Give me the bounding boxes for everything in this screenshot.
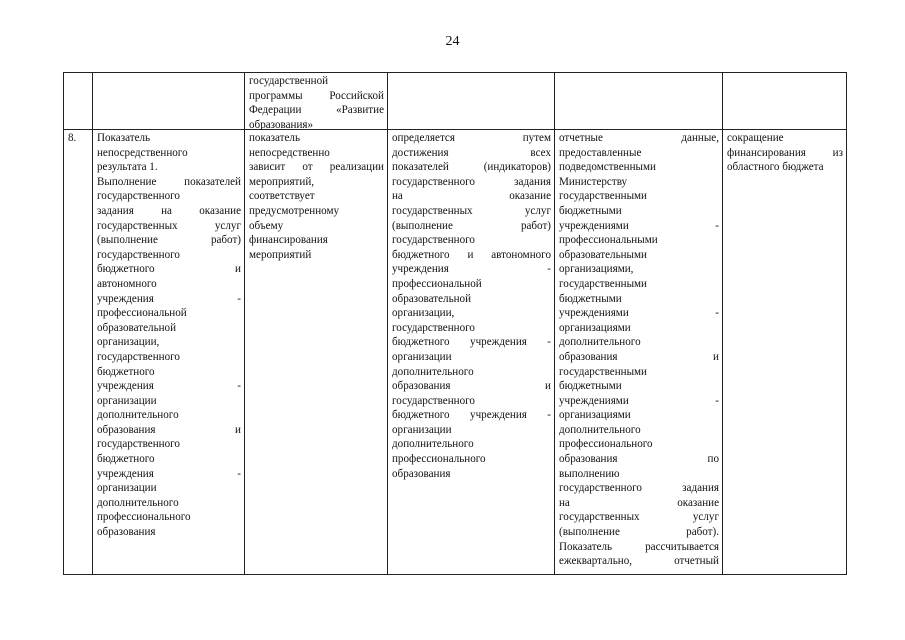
text-line: организации [392, 350, 452, 363]
cell-relation [245, 73, 388, 130]
text-line: организациями [559, 409, 631, 422]
cell-calculation-method [388, 73, 555, 130]
text-line: организации, [392, 307, 455, 320]
text-line: государственного задания [392, 175, 551, 188]
text-line: подведомственными [559, 161, 656, 174]
cell-data-source [555, 73, 723, 130]
text-line: Выполнение показателей [97, 175, 241, 188]
text-line: образования [97, 526, 156, 539]
text-line: учреждения - [97, 292, 241, 305]
text-line: бюджетного [97, 453, 155, 466]
text-line: образования по [559, 453, 719, 466]
text-line: государственных услуг [392, 204, 551, 217]
text-line: государственными [559, 365, 647, 378]
text-line: государственного [97, 190, 180, 203]
text-line: профессионального [559, 438, 653, 451]
text-line: результата 1. [97, 161, 158, 174]
text-line: образовательной [392, 292, 472, 305]
text-line: Федерации «Развитие [249, 104, 384, 117]
text-line: автономного [97, 277, 157, 290]
text-line: образования [392, 467, 451, 480]
text-line: бюджетного учреждения - [392, 409, 551, 422]
text-line: (выполнение работ). [559, 526, 719, 539]
cell-calculation-method [388, 130, 555, 575]
text-line: государственного [392, 394, 475, 407]
page-number: 24 [445, 34, 460, 49]
table-row-continuation [64, 73, 847, 130]
text-line: образования и [97, 423, 241, 436]
text-line: (выполнение работ) [97, 234, 241, 247]
text-line: бюджетного и [97, 263, 241, 276]
text-line: учреждения - [97, 467, 241, 480]
text-line: образования и [392, 380, 551, 393]
cell-risk [723, 130, 847, 575]
text-line: бюджетными [559, 380, 622, 393]
text-line: учреждения - [97, 380, 241, 393]
text-line: финансирования из [727, 146, 843, 159]
text-line: государственных услуг [97, 219, 241, 232]
text-line: профессионального [392, 453, 486, 466]
text-line: (выполнение работ) [392, 219, 551, 232]
table-row-8 [64, 130, 847, 575]
cell-number [64, 130, 93, 575]
text-line: показатель [249, 132, 301, 144]
text-line: государственными [559, 190, 647, 203]
row-number: 8. [68, 132, 77, 144]
cell-relation [245, 130, 388, 575]
text-line: дополнительного [97, 409, 179, 422]
text-line: учреждениями - [559, 307, 719, 320]
text-line: дополнительного [559, 336, 641, 349]
text-line: образовательными [559, 248, 647, 261]
text-line: соответствует [249, 190, 315, 203]
text-line: организации [97, 482, 157, 495]
text-line: программы Российской [249, 89, 384, 102]
text-line: ежеквартально, отчетный [559, 555, 719, 568]
text-line: Показатель рассчитывается [559, 540, 719, 553]
text-line: бюджетного и автономного [392, 248, 551, 261]
text-line: профессиональными [559, 234, 658, 247]
text-line: областного бюджета [727, 161, 824, 174]
text-line: Показатель [97, 132, 151, 144]
text-line: организации, [97, 336, 160, 349]
text-line: дополнительного [392, 365, 474, 378]
text-line: показателей (индикаторов) [392, 161, 551, 174]
text-line: профессиональной [392, 277, 482, 290]
text-line: Министерству [559, 175, 628, 188]
text-line: определяется путем [392, 132, 551, 144]
text-line: объему [249, 219, 284, 232]
text-line: мероприятий, [249, 175, 315, 188]
text-line: достижения всех [392, 146, 551, 159]
cell-number [64, 73, 93, 130]
text-line: сокращение [727, 132, 784, 144]
text-line: мероприятий [249, 248, 312, 261]
text-line: учреждениями - [559, 394, 719, 407]
text-line: организациями, [559, 263, 634, 276]
text-line: образования и [559, 350, 719, 363]
text-line: предоставленные [559, 146, 642, 159]
cell-data-source [555, 130, 723, 575]
text-line: государственных услуг [559, 511, 719, 524]
text-line: государственной [249, 75, 329, 87]
text-line: дополнительного [97, 496, 179, 509]
text-line: на оказание [392, 190, 551, 203]
document-table [63, 72, 847, 575]
text-line: дополнительного [559, 423, 641, 436]
text-line: бюджетного учреждения - [392, 336, 551, 349]
text-line: бюджетного [97, 365, 155, 378]
text-line: государственного [392, 321, 475, 334]
cell-indicator-name [93, 130, 245, 575]
cell-indicator-name [93, 73, 245, 130]
text-line: государственного задания [559, 482, 719, 495]
text-line: задания на оказание [97, 204, 241, 217]
cell-risk [723, 73, 847, 130]
text-line: профессионального [97, 511, 191, 524]
text-line: образовательной [97, 321, 177, 334]
text-line: организации [392, 423, 452, 436]
text-line: государственного [392, 234, 475, 247]
text-line: непосредственного [97, 146, 188, 159]
text-line: учреждения - [392, 263, 551, 276]
text-line: государственными [559, 277, 647, 290]
text-line: организации [97, 394, 157, 407]
text-line: дополнительного [392, 438, 474, 451]
text-line: государственного [97, 350, 180, 363]
text-line: государственного [97, 438, 180, 451]
text-line: учреждениями - [559, 219, 719, 232]
text-line: бюджетными [559, 204, 622, 217]
text-line: отчетные данные, [559, 132, 719, 144]
text-line: профессиональной [97, 307, 187, 320]
text-line: образования» [249, 118, 314, 130]
text-line: выполнению [559, 467, 620, 480]
text-line: на оказание [559, 496, 719, 509]
text-line: государственного [97, 248, 180, 261]
text-line: организациями [559, 321, 631, 334]
text-line: бюджетными [559, 292, 622, 305]
text-line: предусмотренному [249, 204, 340, 217]
text-line: зависит от реализации [249, 161, 384, 174]
text-line: непосредственно [249, 146, 330, 159]
text-line: финансирования [249, 234, 328, 247]
